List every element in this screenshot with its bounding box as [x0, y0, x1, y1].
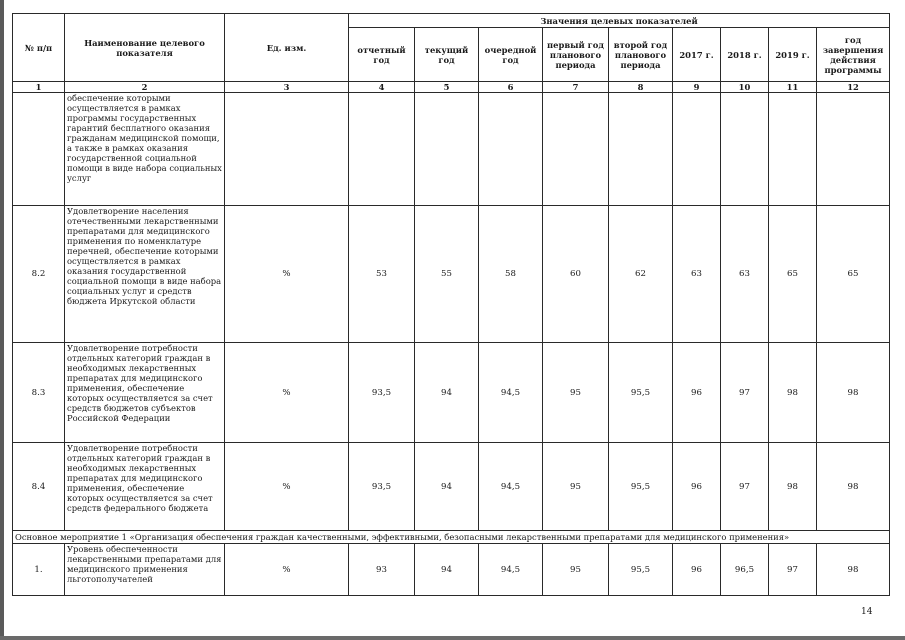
- column-number: 9: [673, 82, 721, 93]
- section-title: Основное мероприятие 1 «Организация обеспечения граждан качественными, эффективными, безопасными лекарственными препаратами для медицинского применения»: [13, 531, 890, 544]
- row-value: [479, 93, 543, 206]
- row-indicator-name: Уровень обеспеченности лекарственными препаратами для медицинского применения льготополучателей: [65, 544, 225, 596]
- row-value: 98: [817, 544, 890, 596]
- row-no: 1.: [13, 544, 65, 596]
- column-number: 7: [543, 82, 609, 93]
- row-value: 96: [673, 343, 721, 443]
- row-unit: %: [225, 544, 349, 596]
- row-value: [673, 93, 721, 206]
- table-row: [13, 343, 890, 443]
- header-sub-0: отчетный год: [349, 28, 415, 82]
- row-value: 98: [817, 443, 890, 531]
- row-value: 95: [543, 544, 609, 596]
- row-value: 94: [415, 443, 479, 531]
- column-number: 6: [479, 82, 543, 93]
- row-value: [543, 93, 609, 206]
- row-unit: %: [225, 443, 349, 531]
- row-value: 94: [415, 343, 479, 443]
- row-value: 95,5: [609, 443, 673, 531]
- header-sub-1: текущий год: [415, 28, 479, 82]
- row-value: 95: [543, 343, 609, 443]
- table-row: [13, 93, 890, 206]
- header-name: Наименование целевого показателя: [65, 14, 225, 82]
- section-row: [13, 531, 890, 544]
- row-no: 8.4: [13, 443, 65, 531]
- scan-edge-left: [0, 0, 4, 640]
- row-value: [817, 93, 890, 206]
- column-number: 2: [65, 82, 225, 93]
- row-value: 97: [769, 544, 817, 596]
- row-value: 96,5: [721, 544, 769, 596]
- row-unit: %: [225, 206, 349, 343]
- row-unit: %: [225, 343, 349, 443]
- row-no: 8.2: [13, 206, 65, 343]
- row-value: 96: [673, 544, 721, 596]
- scan-edge-bottom: [0, 636, 905, 640]
- table-row: [13, 206, 890, 343]
- row-value: 97: [721, 443, 769, 531]
- row-value: 94,5: [479, 443, 543, 531]
- row-value: 94,5: [479, 544, 543, 596]
- row-indicator-name: Удовлетворение потребности отдельных категорий граждан в необходимых лекарственных препаратах для медицинского применения, обеспечение которых осуществляется за счет средств бюджетов субъектов Российской Федерации: [65, 343, 225, 443]
- row-value: 97: [721, 343, 769, 443]
- row-value: 98: [769, 443, 817, 531]
- column-number: 1: [13, 82, 65, 93]
- row-no: 8.3: [13, 343, 65, 443]
- header-no: № п/п: [13, 14, 65, 82]
- row-value: 60: [543, 206, 609, 343]
- column-number: 4: [349, 82, 415, 93]
- row-value: 95,5: [609, 544, 673, 596]
- column-number: 5: [415, 82, 479, 93]
- row-value: 98: [769, 343, 817, 443]
- row-value: 53: [349, 206, 415, 343]
- row-value: [721, 93, 769, 206]
- row-indicator-name: Удовлетворение населения отечественными лекарственными препаратами для медицинского применения по номенклатуре перечней, обеспечение которыми осуществляется в рамках оказания государственной социальной помощи в виде набора социальных услуг и средств бюджета Иркутской области: [65, 206, 225, 343]
- row-no: [13, 93, 65, 206]
- column-number: 12: [817, 82, 890, 93]
- row-indicator-name: Удовлетворение потребности отдельных категорий граждан в необходимых лекарственных препаратах для медицинского применения, обеспечение которых осуществляется за счет средств федерального бюджета: [65, 443, 225, 531]
- row-value: 65: [817, 206, 890, 343]
- row-value: 93,5: [349, 443, 415, 531]
- row-value: 55: [415, 206, 479, 343]
- header-sub-3: первый год планового периода: [543, 28, 609, 82]
- header-sub-2: очередной год: [479, 28, 543, 82]
- table-row: [13, 443, 890, 531]
- row-value: [349, 93, 415, 206]
- row-value: 94: [415, 544, 479, 596]
- row-value: 63: [673, 206, 721, 343]
- column-number: 10: [721, 82, 769, 93]
- row-value: 63: [721, 206, 769, 343]
- row-value: 95,5: [609, 343, 673, 443]
- column-number: 8: [609, 82, 673, 93]
- header-sub-4: второй год планового периода: [609, 28, 673, 82]
- header-sub-5: 2017 г.: [673, 28, 721, 82]
- column-number: 11: [769, 82, 817, 93]
- row-value: 96: [673, 443, 721, 531]
- row-unit: [225, 93, 349, 206]
- header-sub-6: 2018 г.: [721, 28, 769, 82]
- target-indicators-table: [12, 13, 890, 596]
- row-value: [415, 93, 479, 206]
- row-value: 58: [479, 206, 543, 343]
- column-number: 3: [225, 82, 349, 93]
- row-value: [609, 93, 673, 206]
- header-unit: Ед. изм.: [225, 14, 349, 82]
- row-value: 98: [817, 343, 890, 443]
- row-value: 95: [543, 443, 609, 531]
- row-value: 93,5: [349, 343, 415, 443]
- row-value: 93: [349, 544, 415, 596]
- column-numbers-row: [13, 82, 890, 93]
- header-sub-7: 2019 г.: [769, 28, 817, 82]
- header-sub-8: год завершения действия программы: [817, 28, 890, 82]
- header-group-title: Значения целевых показателей: [349, 14, 890, 28]
- row-value: [769, 93, 817, 206]
- page-number: 14: [861, 607, 873, 617]
- row-value: 94,5: [479, 343, 543, 443]
- table-row: [13, 544, 890, 596]
- row-value: 65: [769, 206, 817, 343]
- row-value: 62: [609, 206, 673, 343]
- row-indicator-name: обеспечение которыми осуществляется в рамках программы государственных гарантий бесплатного оказания гражданам медицинской помощи, а также в рамках оказания государственной социальной помощи в виде набора социальных услуг: [65, 93, 225, 206]
